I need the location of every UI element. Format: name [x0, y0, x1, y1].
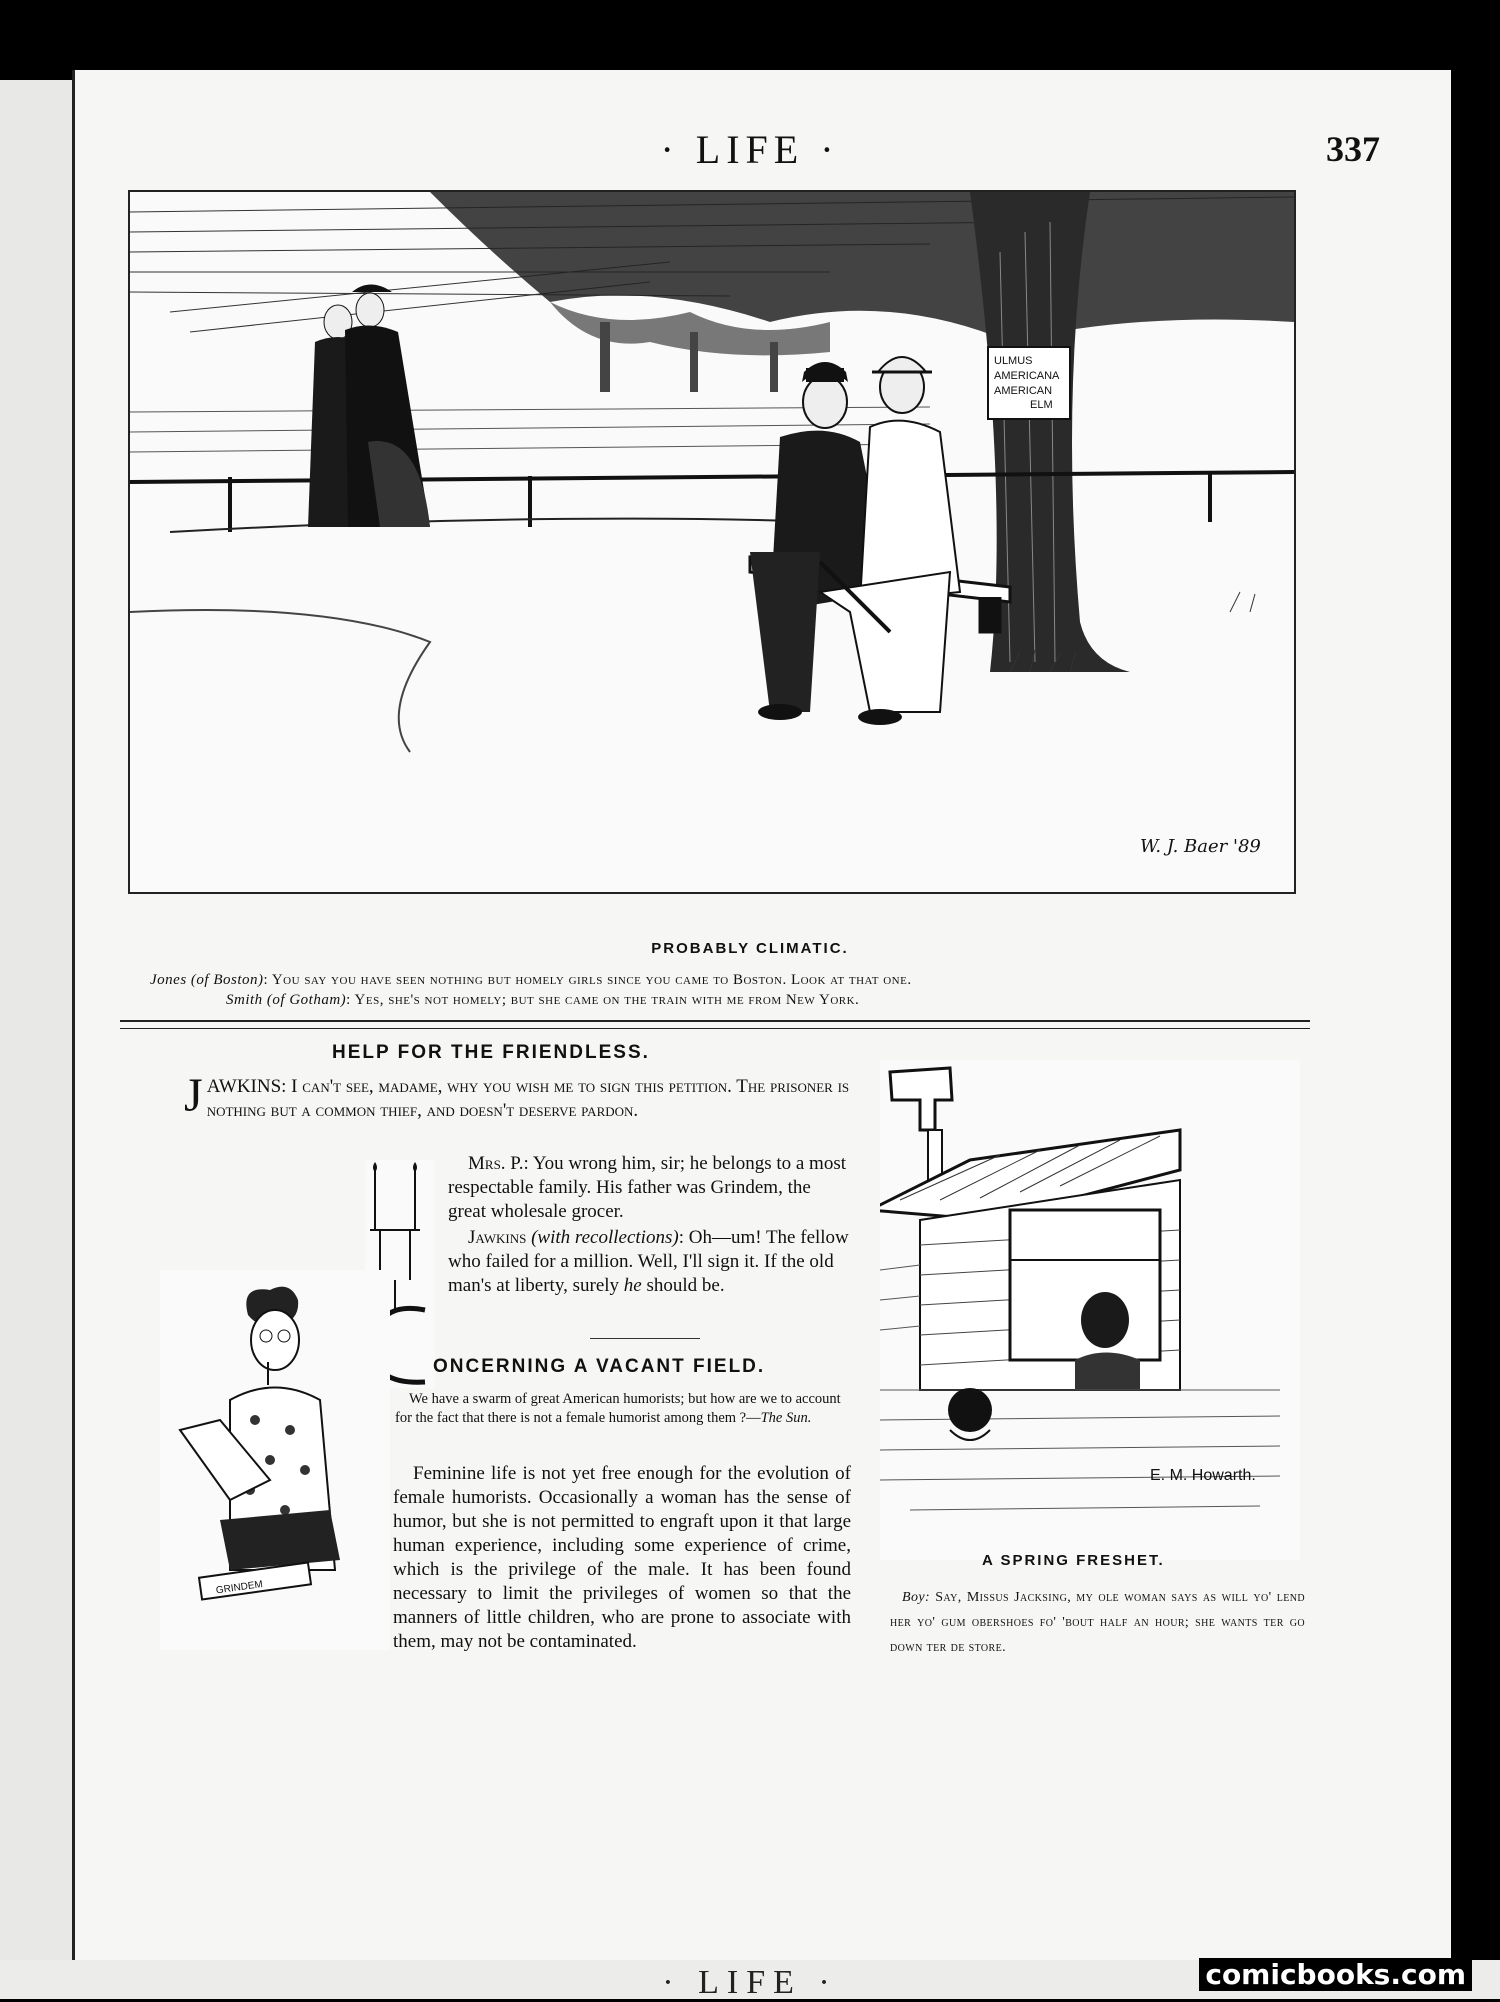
- line-2-text: : Yes, she's not homely; but she came on the train with me from New York.: [346, 992, 860, 1008]
- two-women-figures: [308, 285, 430, 528]
- drop-cap-j: J: [184, 1069, 203, 1122]
- epigraph-source: The Sun.: [760, 1410, 812, 1426]
- tree-sign-line-2: AMERICANA: [994, 370, 1060, 382]
- site-watermark: comicbooks.com: [1199, 1958, 1472, 1991]
- vacant-body: Feminine life is not yet free enough for the evolution of female humorists. Occasionally a woman has the sense of humor, but she is not permitted to engraft upon it that large human experience, including some experience of crime, which is the privilege of the male. It has been found necessary to limit the privileges of women so that the manners of little children, who are prone to associate with them, may not be contaminated.: [393, 1463, 851, 1652]
- next-page-running-head: · LIFE ·: [662, 1964, 838, 2001]
- help-paragraph-2: [448, 1152, 852, 1224]
- tree-sign-line-3: AMERICAN: [994, 385, 1053, 397]
- speaker-jawkins: Jawkins: [468, 1227, 527, 1248]
- spring-freshet-caption: [890, 1585, 1305, 1660]
- spring-freshet-illustration: [880, 1060, 1300, 1560]
- epigraph-text: We have a swarm of great American humorists; but how are we to account for the fact that there is not a female humorist among them ?—: [395, 1391, 841, 1426]
- help-para-2-text: : You wrong him, sir; he belongs to a most respectable family. His father was Grindem, the great wholesale grocer.: [448, 1153, 846, 1222]
- speaker-mrs-p: Mrs. P.: [468, 1153, 524, 1174]
- cartoon-dialogue-line-1: [150, 972, 1300, 989]
- help-paragraph-3: [448, 1226, 852, 1298]
- speaker-jones: Jones: [150, 972, 187, 988]
- freshet-signature: E. M. Howarth.: [1150, 1467, 1256, 1484]
- cartoon-title-spring-freshet: A SPRING FRESHET.: [982, 1552, 1165, 1569]
- section-divider: [120, 1020, 1310, 1029]
- help-para-3-end: should be.: [646, 1275, 725, 1296]
- help-para-3-emph: he: [623, 1275, 642, 1296]
- cartoon-title-probably-climatic: PROBABLY CLIMATIC.: [651, 940, 849, 957]
- speaker-smith: Smith: [226, 992, 263, 1008]
- facing-page-edge: [0, 80, 76, 1960]
- cartoon-signature: W. J. Baer '89: [1140, 836, 1261, 857]
- running-head: · LIFE ·: [660, 127, 840, 172]
- cartoon-dialogue-line-2: [226, 992, 1376, 1009]
- two-men-seated: [750, 357, 960, 725]
- freshet-caption-text: Say, Missus Jacksing, my ole woman says as will yo' lend her yo' gum obershoes fo' 'bout half an hour; she wants ter go down ter de store.: [890, 1590, 1306, 1655]
- woman-reading-illustration: [160, 1270, 390, 1650]
- line-1-text: : You say you have seen nothing but homely girls since you came to Boston. Look at that one.: [263, 972, 912, 988]
- tree-sign-line-4: ELM: [1030, 399, 1053, 411]
- help-para-3-text: : Oh—um! The fellow who failed for a million. Well, I'll sign it. If the old man's at liberty, surely: [448, 1227, 849, 1296]
- cartoon-probably-climatic: [128, 190, 1296, 894]
- tree-sign-line-1: ULMUS: [994, 355, 1033, 367]
- help-para-1-text: AWKINS: I can't see, madame, why you wish me to sign this petition. The prisoner is nothing but a common thief, and doesn't deserve pardon.: [206, 1076, 850, 1121]
- illustration-box-label: GRINDEM: [215, 1579, 264, 1597]
- speaker-smith-note: (of Gotham): [266, 992, 347, 1008]
- vacant-epigraph: [395, 1390, 850, 1428]
- help-paragraph-1: [184, 1069, 854, 1123]
- park-scene-illustration: [130, 192, 1294, 892]
- heading-help-for-the-friendless: HELP FOR THE FRIENDLESS.: [332, 1042, 650, 1063]
- speaker-boy: Boy:: [902, 1590, 931, 1605]
- page-number: 337: [1326, 129, 1380, 169]
- jawkins-note: (with recollections): [531, 1227, 679, 1248]
- short-divider: [590, 1338, 700, 1339]
- heading-concerning-a-vacant-field: [433, 1356, 765, 1378]
- speaker-jones-note: (of Boston): [190, 972, 264, 988]
- vacant-heading-text: ONCERNING A VACANT FIELD.: [433, 1356, 766, 1377]
